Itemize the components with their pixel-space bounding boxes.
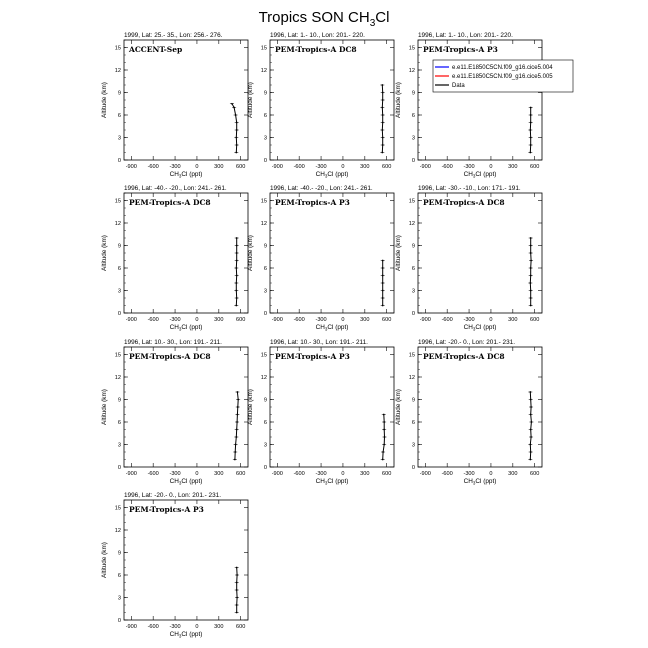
y-tick-label: 3 [263, 442, 267, 449]
panel-title: ACCENT-Sep [129, 45, 183, 54]
panel-title: PEM-Tropics-A P3 [129, 505, 204, 514]
chart-panel-8 [247, 339, 394, 486]
y-tick-label: 6 [117, 573, 121, 579]
x-tick-label: 600 [236, 164, 246, 170]
chart-panel-5 [247, 185, 394, 332]
data-point [530, 414, 532, 416]
y-tick-label: 15 [260, 198, 267, 205]
x-tick-label: -300 [463, 164, 475, 170]
data-point [236, 597, 238, 599]
x-tick-label: -900 [419, 317, 431, 323]
y-tick-label: 6 [117, 113, 121, 119]
x-tick-label: -900 [125, 624, 137, 630]
y-axis-label: Altitude (km) [395, 389, 402, 425]
data-point [236, 567, 238, 569]
data-point [382, 122, 384, 124]
y-tick-label: 12 [260, 375, 267, 381]
x-tick-label: 300 [360, 471, 370, 477]
y-axis-label: Altitude (km) [101, 82, 108, 118]
data-point [236, 589, 238, 591]
y-tick-label: 6 [411, 266, 415, 272]
x-tick-label: -300 [315, 317, 327, 323]
y-tick-label: 9 [263, 397, 267, 404]
figure-title-tail: Cl [375, 9, 390, 26]
x-tick-label: 0 [341, 164, 345, 170]
panel-header: 1996, Lat: -30.- -10., Lon: 171.- 191. [418, 185, 521, 192]
plot-frame [270, 40, 394, 160]
data-point [235, 152, 237, 154]
y-axis-label: Altitude (km) [395, 82, 402, 118]
data-point [382, 267, 384, 269]
y-axis-label: Altitude (km) [247, 82, 254, 118]
x-tick-label: -900 [125, 471, 137, 477]
y-tick-label: 6 [411, 420, 415, 426]
data-point [236, 144, 238, 146]
x-tick-label: 0 [195, 164, 199, 170]
chart-panel-3 [395, 32, 573, 179]
chart-panel-10 [101, 492, 248, 639]
y-tick-label: 3 [263, 135, 267, 142]
data-point [530, 436, 532, 438]
data-point [530, 107, 532, 109]
data-point [529, 152, 531, 154]
data-point [382, 99, 384, 101]
x-tick-label: 300 [360, 164, 370, 170]
y-tick-label: 15 [408, 198, 415, 205]
y-tick-label: 3 [263, 288, 267, 295]
y-tick-label: 6 [263, 113, 267, 119]
data-point [236, 275, 238, 277]
data-point [235, 290, 237, 292]
y-tick-label: 12 [114, 528, 121, 534]
y-tick-label: 0 [117, 465, 121, 471]
y-tick-label: 12 [408, 68, 415, 74]
x-tick-label: 0 [489, 471, 493, 477]
y-tick-label: 12 [114, 221, 121, 227]
data-point [530, 267, 532, 269]
plot-frame [124, 193, 248, 313]
data-point [231, 103, 233, 105]
data-point [235, 267, 237, 269]
plot-frame [124, 500, 248, 620]
data-point [530, 399, 532, 401]
data-point [235, 444, 237, 446]
data-point [236, 429, 238, 431]
y-tick-label: 0 [117, 311, 121, 317]
y-tick-label: 6 [263, 266, 267, 272]
x-axis-label: $CH_3Cl$ (ppt) [463, 171, 497, 179]
x-tick-label: -900 [125, 317, 137, 323]
data-point [531, 421, 533, 423]
y-tick-label: 3 [411, 288, 415, 295]
x-tick-label: -900 [271, 471, 283, 477]
panel-header: 1996, Lat: -40.- -20., Lon: 241.- 261. [270, 185, 373, 192]
x-tick-label: 600 [382, 317, 392, 323]
panel-header: 1996, Lat: 10.- 30., Lon: 191.- 211. [270, 339, 368, 346]
x-axis-label: $CH_3Cl$ (ppt) [169, 324, 203, 332]
x-tick-label: 0 [195, 317, 199, 323]
data-line [530, 392, 531, 460]
y-tick-label: 9 [117, 243, 121, 250]
data-point [235, 436, 237, 438]
chart-panel-7 [101, 339, 248, 486]
x-tick-label: -300 [315, 164, 327, 170]
x-tick-label: -900 [419, 164, 431, 170]
panel-header: 1996, Lat: 1.- 10., Lon: 201.- 220. [418, 32, 513, 39]
x-tick-label: -600 [293, 164, 305, 170]
data-point [530, 245, 532, 247]
data-line [235, 392, 238, 460]
x-tick-label: 300 [508, 164, 518, 170]
data-point [529, 459, 531, 461]
y-tick-label: 15 [114, 198, 121, 205]
panel-title: PEM-Tropics-A P3 [423, 45, 498, 54]
data-point [237, 399, 239, 401]
data-point [382, 305, 384, 307]
x-axis-label: $CH_3Cl$ (ppt) [315, 171, 349, 179]
data-point [236, 122, 238, 124]
data-point [530, 406, 532, 408]
data-point [382, 459, 384, 461]
y-axis-label: Altitude (km) [101, 389, 108, 425]
y-tick-label: 3 [117, 135, 121, 142]
y-tick-label: 6 [263, 420, 267, 426]
y-tick-label: 0 [411, 465, 415, 471]
y-tick-label: 3 [411, 135, 415, 142]
panel-title: PEM-Tropics-A DC8 [129, 198, 211, 207]
plot-frame [270, 193, 394, 313]
x-tick-label: -300 [169, 164, 181, 170]
y-tick-label: 3 [411, 442, 415, 449]
x-tick-label: 600 [530, 317, 540, 323]
y-axis-label: Altitude (km) [395, 235, 402, 271]
data-point [382, 114, 384, 116]
x-tick-label: 0 [341, 471, 345, 477]
x-tick-label: 0 [341, 317, 345, 323]
x-tick-label: -900 [271, 317, 283, 323]
data-point [529, 282, 531, 284]
data-point [236, 129, 238, 131]
x-tick-label: -600 [147, 471, 159, 477]
y-tick-label: 3 [117, 595, 121, 602]
x-tick-label: 0 [489, 164, 493, 170]
x-tick-label: -300 [463, 471, 475, 477]
data-point [530, 260, 532, 262]
y-tick-label: 9 [117, 90, 121, 97]
data-point [382, 137, 384, 139]
x-axis-label: $CH_3Cl$ (ppt) [463, 324, 497, 332]
y-tick-label: 9 [117, 550, 121, 557]
plot-frame [270, 347, 394, 467]
data-point [529, 444, 531, 446]
x-tick-label: -900 [271, 164, 283, 170]
x-axis-label: $CH_3Cl$ (ppt) [169, 171, 203, 179]
chart-panel-6 [395, 185, 542, 332]
chart-panel-1 [101, 32, 248, 179]
data-point [382, 260, 384, 262]
data-point [530, 429, 532, 431]
data-point [383, 429, 385, 431]
x-tick-label: 300 [214, 471, 224, 477]
x-tick-label: -600 [441, 317, 453, 323]
data-point [237, 391, 239, 393]
x-tick-label: -600 [147, 317, 159, 323]
data-point [530, 275, 532, 277]
y-tick-label: 15 [408, 45, 415, 52]
panel-title: PEM-Tropics-A DC8 [423, 352, 505, 361]
data-point [235, 305, 237, 307]
y-tick-label: 0 [117, 618, 121, 624]
data-point [530, 305, 532, 307]
data-point [236, 612, 238, 614]
y-tick-label: 9 [411, 90, 415, 97]
x-tick-label: -900 [419, 471, 431, 477]
y-tick-label: 15 [260, 352, 267, 359]
panel-header: 1996, Lat: 10.- 30., Lon: 191.- 211. [124, 339, 222, 346]
plot-frame [124, 40, 248, 160]
y-tick-label: 6 [117, 266, 121, 272]
y-tick-label: 15 [260, 45, 267, 52]
panel-title: PEM-Tropics-A P3 [275, 352, 350, 361]
x-tick-label: -300 [315, 471, 327, 477]
x-tick-label: -900 [125, 164, 137, 170]
y-tick-label: 0 [263, 158, 267, 164]
panel-header: 1996, Lat: -20.- 0., Lon: 201.- 231. [124, 492, 221, 499]
x-tick-label: 300 [214, 624, 224, 630]
x-tick-label: 300 [508, 471, 518, 477]
data-point [381, 107, 383, 109]
data-point [382, 451, 384, 453]
data-point [236, 604, 238, 606]
y-tick-label: 3 [117, 288, 121, 295]
x-tick-label: 600 [236, 471, 246, 477]
x-axis-label: $CH_3Cl$ (ppt) [315, 324, 349, 332]
data-point [383, 444, 385, 446]
legend-label: e.e11.E1850C5CN.f09_g16.cice5.004 [452, 65, 553, 72]
y-tick-label: 0 [263, 465, 267, 471]
data-point [529, 391, 531, 393]
data-point [382, 144, 384, 146]
x-tick-label: 600 [530, 164, 540, 170]
y-tick-label: 9 [411, 397, 415, 404]
y-tick-label: 0 [411, 311, 415, 317]
x-tick-label: 600 [236, 317, 246, 323]
plot-frame [418, 193, 542, 313]
plot-frame [418, 40, 542, 160]
chart-panel-4 [101, 185, 248, 332]
data-point [530, 144, 532, 146]
x-tick-label: 0 [489, 317, 493, 323]
x-tick-label: -600 [147, 624, 159, 630]
y-tick-label: 6 [117, 420, 121, 426]
y-tick-label: 15 [408, 352, 415, 359]
plot-frame [124, 347, 248, 467]
panel-title: PEM-Tropics-A DC8 [275, 45, 357, 54]
chart-panel-2 [247, 32, 394, 179]
data-point [530, 114, 532, 116]
data-point [530, 237, 532, 239]
x-tick-label: -600 [293, 317, 305, 323]
data-point [530, 451, 532, 453]
data-point [235, 114, 237, 116]
x-tick-label: 600 [382, 164, 392, 170]
x-tick-label: -300 [169, 317, 181, 323]
y-tick-label: 9 [117, 397, 121, 404]
y-tick-label: 3 [117, 442, 121, 449]
y-axis-label: Altitude (km) [101, 235, 108, 271]
data-point [381, 84, 383, 86]
data-point [530, 252, 532, 254]
legend [433, 60, 573, 92]
data-point [382, 290, 384, 292]
x-tick-label: 300 [360, 317, 370, 323]
data-line [530, 238, 531, 306]
y-tick-label: 0 [117, 158, 121, 164]
x-axis-label: $CH_3Cl$ (ppt) [463, 478, 497, 486]
data-point [237, 406, 239, 408]
data-point [530, 290, 532, 292]
figure-title-subscript: 3 [369, 18, 376, 29]
x-tick-label: 600 [530, 471, 540, 477]
panel-title: PEM-Tropics-A P3 [275, 198, 350, 207]
data-point [234, 451, 236, 453]
data-point [234, 459, 236, 461]
x-tick-label: 0 [195, 471, 199, 477]
data-point [383, 421, 385, 423]
y-tick-label: 0 [263, 311, 267, 317]
y-tick-label: 15 [114, 505, 121, 512]
figure-title-main: Tropics SON CH [258, 9, 370, 26]
x-tick-label: 0 [195, 624, 199, 630]
x-tick-label: 300 [508, 317, 518, 323]
y-tick-label: 12 [114, 68, 121, 74]
legend-label: e.e11.E1850C5CN.f09_g16.cice5.005 [452, 74, 553, 81]
x-tick-label: -600 [293, 471, 305, 477]
data-point [235, 282, 237, 284]
panel-header: 1996, Lat: 1.- 10., Lon: 201.- 220. [270, 32, 365, 39]
data-point [235, 137, 237, 139]
panel-header: 1996, Lat: -20.- 0., Lon: 201.- 231. [418, 339, 515, 346]
data-point [383, 414, 385, 416]
panel-title: PEM-Tropics-A DC8 [129, 352, 211, 361]
y-tick-label: 12 [260, 68, 267, 74]
x-tick-label: -300 [169, 471, 181, 477]
x-tick-label: -300 [463, 317, 475, 323]
y-axis-label: Altitude (km) [247, 235, 254, 271]
panel-title: PEM-Tropics-A DC8 [423, 198, 505, 207]
y-tick-label: 9 [411, 243, 415, 250]
x-tick-label: 600 [382, 471, 392, 477]
x-tick-label: -600 [147, 164, 159, 170]
panel-header: 1996, Lat: -40.- -20., Lon: 241.- 261. [124, 185, 227, 192]
data-point [530, 297, 532, 299]
y-tick-label: 12 [408, 375, 415, 381]
data-point [236, 574, 238, 576]
data-point [382, 297, 384, 299]
x-tick-label: 300 [214, 317, 224, 323]
y-axis-label: Altitude (km) [101, 542, 108, 578]
data-point [384, 436, 386, 438]
data-point [382, 275, 384, 277]
data-point [236, 252, 238, 254]
y-tick-label: 15 [114, 352, 121, 359]
data-point [236, 421, 238, 423]
data-point [529, 129, 531, 131]
y-tick-label: 12 [114, 375, 121, 381]
legend-label: Data [452, 83, 465, 90]
x-tick-label: 300 [214, 164, 224, 170]
data-point [236, 260, 238, 262]
y-tick-label: 12 [408, 221, 415, 227]
plot-frame [418, 347, 542, 467]
y-axis-label: Altitude (km) [247, 389, 254, 425]
x-tick-label: -600 [441, 471, 453, 477]
data-point [237, 414, 239, 416]
y-tick-label: 0 [411, 158, 415, 164]
data-point [233, 107, 235, 109]
x-tick-label: -600 [441, 164, 453, 170]
y-tick-label: 15 [114, 45, 121, 52]
y-tick-label: 9 [263, 243, 267, 250]
data-point [381, 129, 383, 131]
x-tick-label: -300 [169, 624, 181, 630]
data-point [236, 297, 238, 299]
data-point [236, 237, 238, 239]
data-point [530, 122, 532, 124]
y-tick-label: 12 [260, 221, 267, 227]
data-point [236, 582, 238, 584]
data-point [381, 152, 383, 154]
data-point [382, 92, 384, 94]
x-axis-label: $CH_3Cl$ (ppt) [169, 478, 203, 486]
data-point [382, 282, 384, 284]
x-axis-label: $CH_3Cl$ (ppt) [315, 478, 349, 486]
panel-header: 1999, Lat: 25.- 35., Lon: 256.- 276. [124, 32, 223, 39]
x-axis-label: $CH_3Cl$ (ppt) [169, 631, 203, 639]
y-tick-label: 6 [411, 113, 415, 119]
y-tick-label: 9 [263, 90, 267, 97]
data-point [236, 245, 238, 247]
chart-panel-9 [395, 339, 542, 486]
data-point [530, 137, 532, 139]
x-tick-label: 600 [236, 624, 246, 630]
